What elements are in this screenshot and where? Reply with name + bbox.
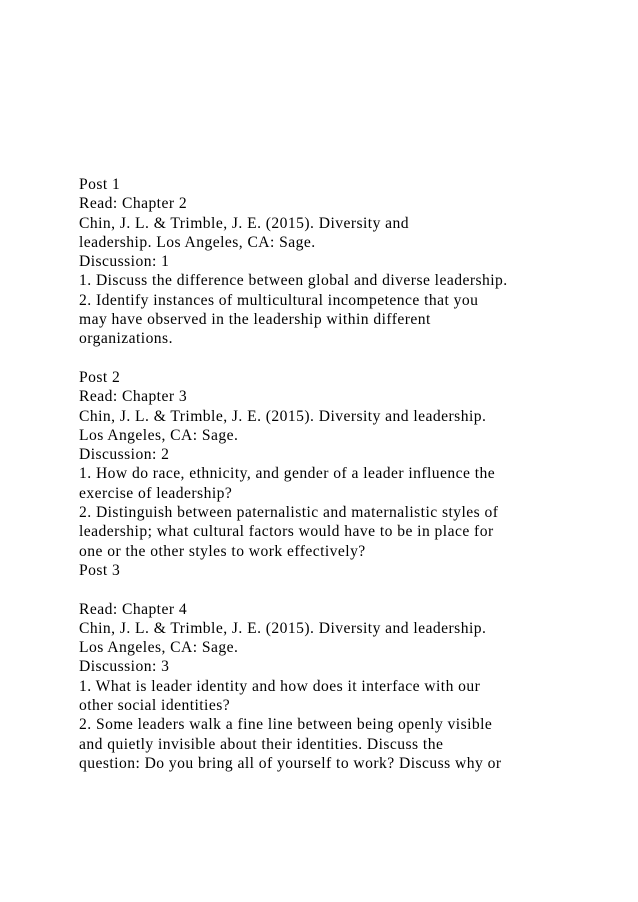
- discussion-question: 1. How do race, ethnicity, and gender of a leader influence the: [79, 465, 496, 483]
- discussion-question: 2. Distinguish between paternalistic and maternalistic styles of: [79, 504, 499, 522]
- discussion-question: other social identities?: [79, 697, 231, 715]
- discussion-question: exercise of leadership?: [79, 484, 233, 502]
- citation-line: Los Angeles, CA: Sage.: [79, 426, 239, 444]
- discussion-question: 2. Identify instances of multicultural incompetence that you: [79, 291, 479, 309]
- reading-assignment: Read: Chapter 3: [79, 388, 188, 406]
- document-body: [79, 175, 619, 773]
- discussion-question: 2. Some leaders walk a fine line between being openly visible: [79, 716, 493, 734]
- post-heading: Post 2: [79, 368, 121, 386]
- reading-assignment: Read: Chapter 2: [79, 195, 188, 213]
- discussion-question: 1. What is leader identity and how does it interface with our: [79, 677, 481, 695]
- post-heading: Post 3: [79, 561, 121, 579]
- citation-line: Chin, J. L. & Trimble, J. E. (2015). Diversity and: [79, 214, 410, 232]
- discussion-question: question: Do you bring all of yourself to work? Discuss why or: [79, 754, 502, 772]
- discussion-heading: Discussion: 1: [79, 253, 170, 271]
- discussion-question: and quietly invisible about their identities. Discuss the: [79, 735, 444, 753]
- discussion-question: 1. Discuss the difference between global and diverse leadership.: [79, 272, 508, 290]
- discussion-question: organizations.: [79, 330, 173, 348]
- citation-line: Los Angeles, CA: Sage.: [79, 639, 239, 657]
- discussion-heading: Discussion: 3: [79, 658, 170, 676]
- discussion-question: leadership; what cultural factors would have to be in place for: [79, 523, 494, 541]
- blank-line: [79, 580, 619, 599]
- discussion-question: may have observed in the leadership within different: [79, 311, 431, 329]
- citation-line: leadership. Los Angeles, CA: Sage.: [79, 233, 316, 251]
- discussion-heading: Discussion: 2: [79, 446, 170, 464]
- citation-line: Chin, J. L. & Trimble, J. E. (2015). Diversity and leadership.: [79, 407, 487, 425]
- post-heading: Post 1: [79, 176, 121, 193]
- discussion-question: one or the other styles to work effectively?: [79, 542, 366, 560]
- blank-line: [79, 349, 619, 368]
- citation-line: Chin, J. L. & Trimble, J. E. (2015). Diversity and leadership.: [79, 619, 487, 637]
- reading-assignment: Read: Chapter 4: [79, 600, 188, 618]
